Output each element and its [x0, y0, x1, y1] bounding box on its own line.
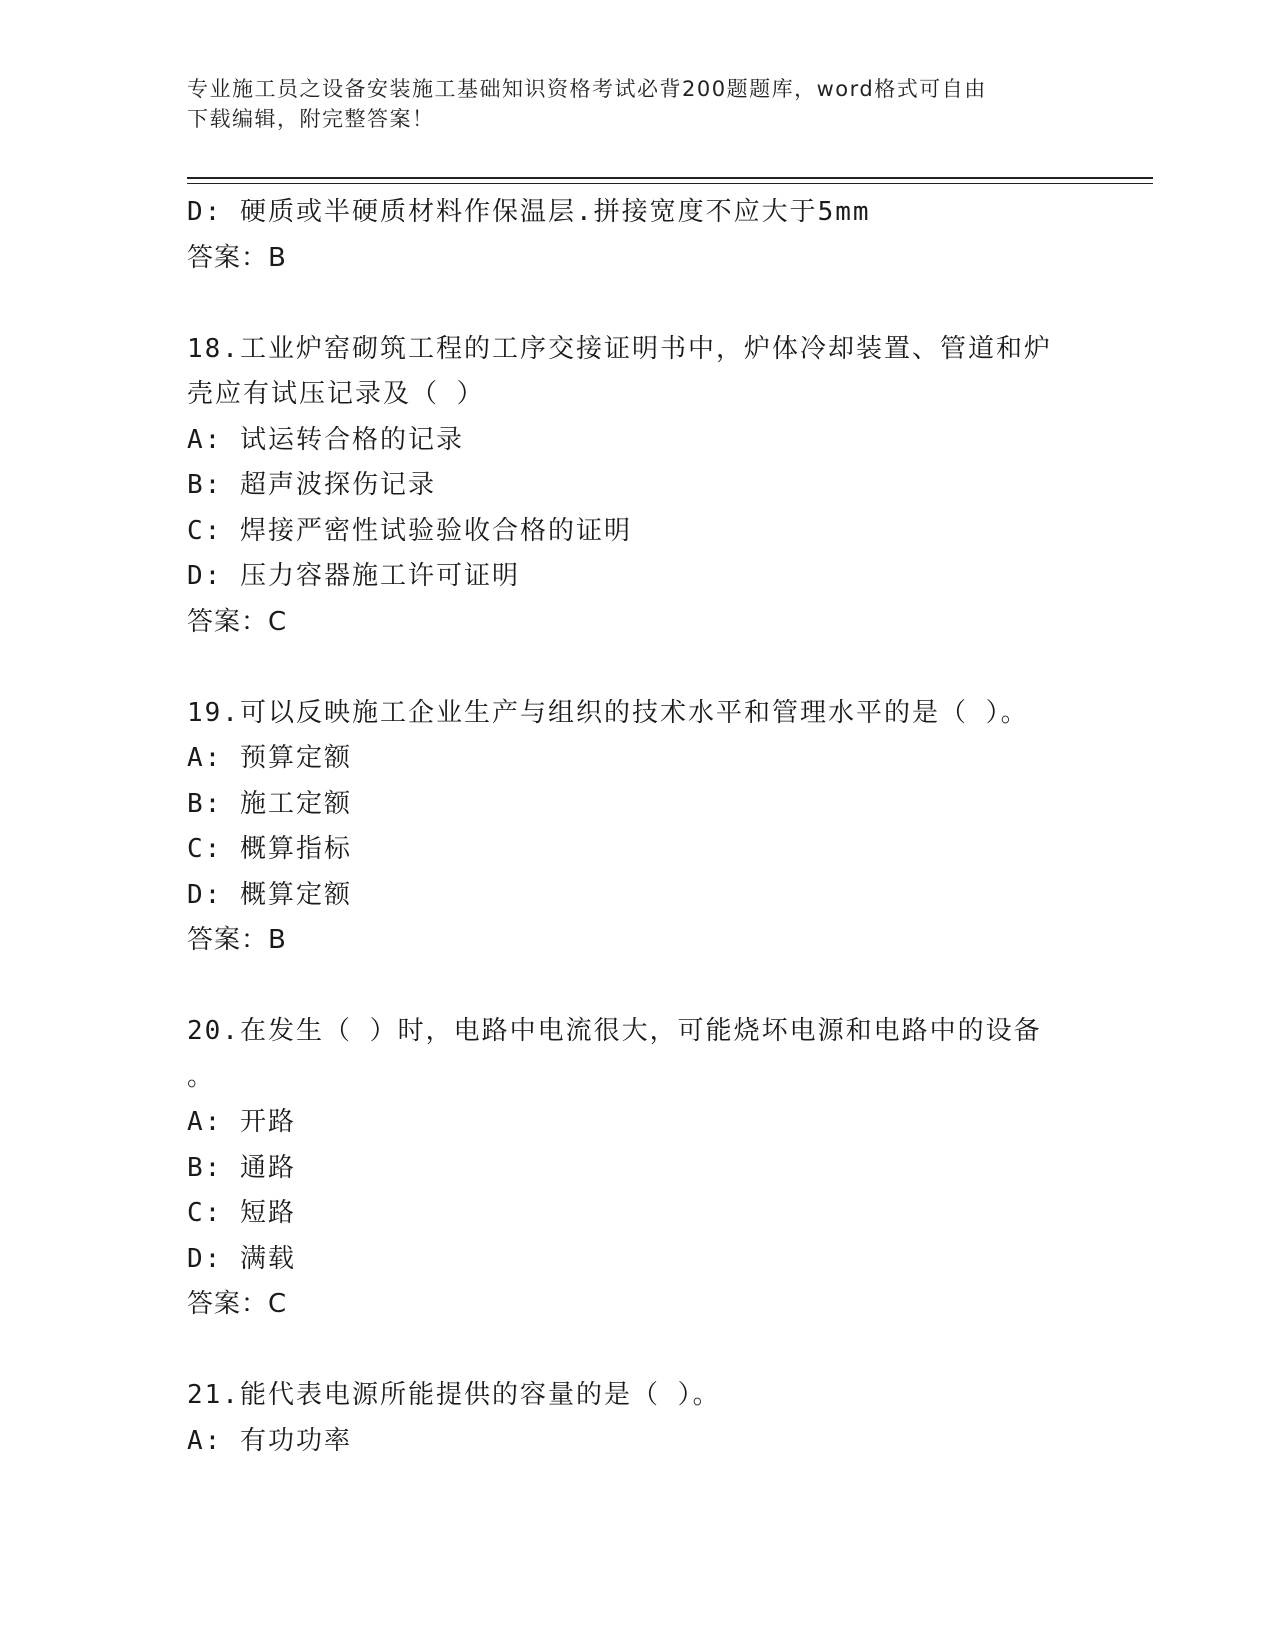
option-d: D: 硬质或半硬质材料作保温层.拼接宽度不应大于5mm: [187, 197, 871, 227]
question-20: [187, 1009, 1087, 1328]
header-line-1: 专业施工员之设备安装施工基础知识资格考试必背200题题库，word格式可自由: [187, 77, 987, 101]
option-b: B: 超声波探伤记录: [187, 470, 436, 500]
option-c: C: 焊接严密性试验验收合格的证明: [187, 515, 632, 546]
option-a: A: 试运转合格的记录: [187, 424, 464, 455]
question-18: [187, 327, 1087, 646]
option-c: C: 短路: [187, 1198, 296, 1228]
answer: 答案：C: [187, 606, 288, 637]
option-b: B: 施工定额: [187, 788, 352, 819]
question-stem: 壳应有试压记录及（ ）: [187, 379, 485, 409]
question-stem: 18.工业炉窑砌筑工程的工序交接证明书中，炉体冷却装置、管道和炉: [187, 333, 1052, 364]
option-d: D: 满载: [187, 1243, 296, 1274]
question-21: [187, 1373, 1087, 1464]
answer: 答案：B: [187, 242, 287, 273]
option-a: A: 预算定额: [187, 743, 352, 773]
question-stem: 。: [187, 1061, 216, 1092]
header-divider-thick: [187, 177, 1153, 179]
option-c: C: 概算指标: [187, 834, 352, 864]
document-header: [187, 74, 1067, 134]
option-d: D: 压力容器施工许可证明: [187, 561, 520, 591]
answer: 答案：C: [187, 1289, 288, 1319]
header-divider-thin: [187, 183, 1153, 184]
option-a: A: 有功功率: [187, 1425, 352, 1456]
question-stem: 21.能代表电源所能提供的容量的是（ ）。: [187, 1380, 721, 1410]
option-a: A: 开路: [187, 1107, 296, 1137]
header-line-2: 下载编辑，附完整答案！: [187, 107, 435, 131]
answer: 答案：B: [187, 925, 287, 955]
option-d: D: 概算定额: [187, 879, 352, 910]
question-stem: 19.可以反映施工企业生产与组织的技术水平和管理水平的是（ ）。: [187, 697, 1029, 728]
option-b: B: 通路: [187, 1152, 296, 1183]
question-list: [187, 190, 1087, 1464]
question-stem: 20.在发生（ ）时，电路中电流很大，可能烧坏电源和电路中的设备: [187, 1016, 1042, 1046]
question-19: [187, 691, 1087, 964]
